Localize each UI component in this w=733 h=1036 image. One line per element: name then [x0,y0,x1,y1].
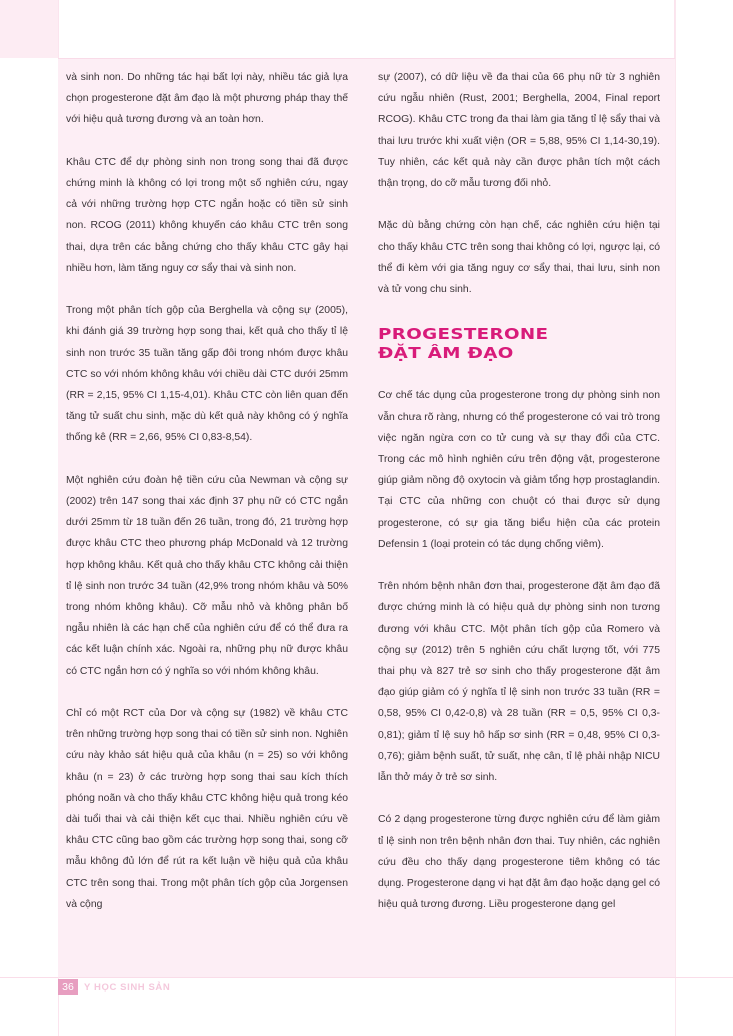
paragraph: Một nghiên cứu đoàn hệ tiền cứu của Newman và cộng sự (2002) trên 147 song thai xác định 37 phụ nữ có CTC ngắn dưới 25mm từ 18 tuần đến 26 tuần, trong đó, 21 trường hợp được khâu CTC theo phương pháp McDonald và 12 trường hợp không khâu. Kết quả cho thấy khâu CTC không cải thiện tỉ lệ sinh non trước 34 tuần (42,9% trong nhóm khâu và 50% trong nhóm không khâu). Cỡ mẫu nhỏ và không phân bố ngẫu nhiên là các hạn chế của nghiên cứu để có thể đưa ra các kết luận chính xác. Ngoài ra, những phụ nữ được khâu có CTC ngắn hơn có ý nghĩa so với nhóm không khâu. [66,474,348,677]
paragraph: Mặc dù bằng chứng còn hạn chế, các nghiên cứu hiện tại cho thấy khâu CTC trên song thai không có lợi, ngược lại, có thể đi kèm với gia tăng nguy cơ sẩy thai, thai lưu, sinh non và tử vong chu sinh. [378,220,660,296]
page-number: 36 [58,979,78,995]
paragraph: và sinh non. Do những tác hại bất lợi này, nhiều tác giả lựa chọn progesterone đặt âm đạo là một phương pháp thay thế với hiệu quả tương đương và an toàn hơn. [66,72,348,126]
paragraph: sự (2007), có dữ liệu về đa thai của 66 phụ nữ từ 3 nghiên cứu ngẫu nhiên (Rust, 2001; Berghella, 2004, Final report RCOG). Khâu CTC trong đa thai làm gia tăng tỉ lệ sẩy thai và thai lưu trước khi xuất viện (OR = 5,88, 95% CI 1,14-30,19). Tuy nhiên, các kết quả này cần được phân tích một cách thận trọng, do cỡ mẫu tương đối nhỏ. [378,72,660,190]
left-column [66,67,348,936]
paragraph: Có 2 dạng progesterone từng được nghiên cứu để làm giảm tỉ lệ sinh non trên bệnh nhân đơn thai. Tuy nhiên, các nghiên cứu đều cho thấy dạng progesterone tiêm không có tác dụng. Progesterone dạng vi hạt đặt âm đạo hoặc dạng gel có hiệu quả tương đương. Liều progesterone dạng gel [378,814,660,911]
right-column [378,67,660,937]
paragraph: Chỉ có một RCT của Dor và cộng sự (1982) về khâu CTC trên những trường hợp song thai có tiền sử sinh non. Nghiên cứu này khảo sát hiệu quả của khâu (n = 25) so với không khâu (n = 23) ở các trường hợp song thai sau kích thích phóng noãn và cho thấy khâu CTC không hiệu quả trong kéo dài tuổi thai và cải thiện kết cục thai. Nhiều nghiên cứu về khâu CTC cũng bao gồm các trường hợp song thai, song cỡ mẫu không đủ lớn để rút ra kết luận về hiệu quả của khâu CTC trên song thai. Trong một phân tích gộp của Jorgensen và cộng [66,708,348,910]
right-margin-line [675,0,676,1036]
top-margin [58,0,675,58]
page-footer [58,979,170,995]
bottom-divider [0,977,733,978]
page-content [58,58,675,977]
paragraph: Trong một phân tích gộp của Berghella và cộng sự (2005), khi đánh giá 39 trường hợp song thai, kết quả cho thấy tỉ lệ sinh non trước 35 tuần tăng gấp đôi trong nhóm được khâu CTC so với nhóm không khâu với chiều dài CTC dưới 25mm (RR = 2,15, 95% CI 1,15-4,01). Khâu CTC còn liên quan đến tăng tử suất chu sinh, mặc dù kết quả này không có ý nghĩa thống kê (RR = 2,66, 95% CI 0,83-8,54). [66,305,348,444]
section-heading [378,321,711,363]
paragraph: Trên nhóm bệnh nhân đơn thai, progesterone đặt âm đạo đã được chứng minh là có hiệu quả dự phòng sinh non tương đương với khâu CTC. Một phân tích gộp của Romero và cộng sự (2012) trên 5 nghiên cứu chất lượng tốt, với 775 thai phụ và 827 trẻ sơ sinh cho thấy progesterone đặt âm đạo giúp giảm có ý nghĩa tỉ lệ sinh non trước 33 tuần (RR = 0,58, 95% CI 0,42-0,8) và 28 tuần (RR = 0,5, 95% CI 0,3-0,81); giảm tỉ lệ suy hô hấp sơ sinh (RR = 0,48, 95% CI 0,3-0,76); giảm bệnh suất, tử suất, nhẹ cân, tỉ lệ phải nhập NICU lẫn thở máy ở trẻ sơ sinh. [378,581,660,784]
paragraph: Khâu CTC để dự phòng sinh non trong song thai đã được chứng minh là không có lợi trong một số nghiên cứu, ngay cả với những trường hợp CTC ngắn hoặc có tiền sử sinh non. RCOG (2011) không khuyến cáo khâu CTC trên song thai, dựa trên các bằng chứng cho thấy khâu CTC gây hại nhiều hơn, làm tăng nguy cơ sẩy thai và sinh non. [66,156,348,274]
paragraph: Cơ chế tác dụng của progesterone trong dự phòng sinh non vẫn chưa rõ ràng, nhưng có thể progesterone có vai trò trong việc ngăn ngừa cơn co tử cung và sự thay đổi của CTC. Trong các mô hình nghiên cứu trên động vật, progesterone giúp giảm nồng độ oxytocin và giảm tổng hợp prostaglandin. Tại CTC của những con chuột có thai được sử dụng progesterone, có sự gia tăng biểu hiện của các protein Defensin 1 (loại protein có tác dụng chống viêm). [378,390,660,550]
section-heading-line2: ĐẶT ÂM ĐẠO [378,344,514,363]
section-heading-line1: PROGESTERONE [378,325,549,344]
corner-decoration [0,0,58,58]
journal-name: Y HỌC SINH SẢN [84,981,171,993]
